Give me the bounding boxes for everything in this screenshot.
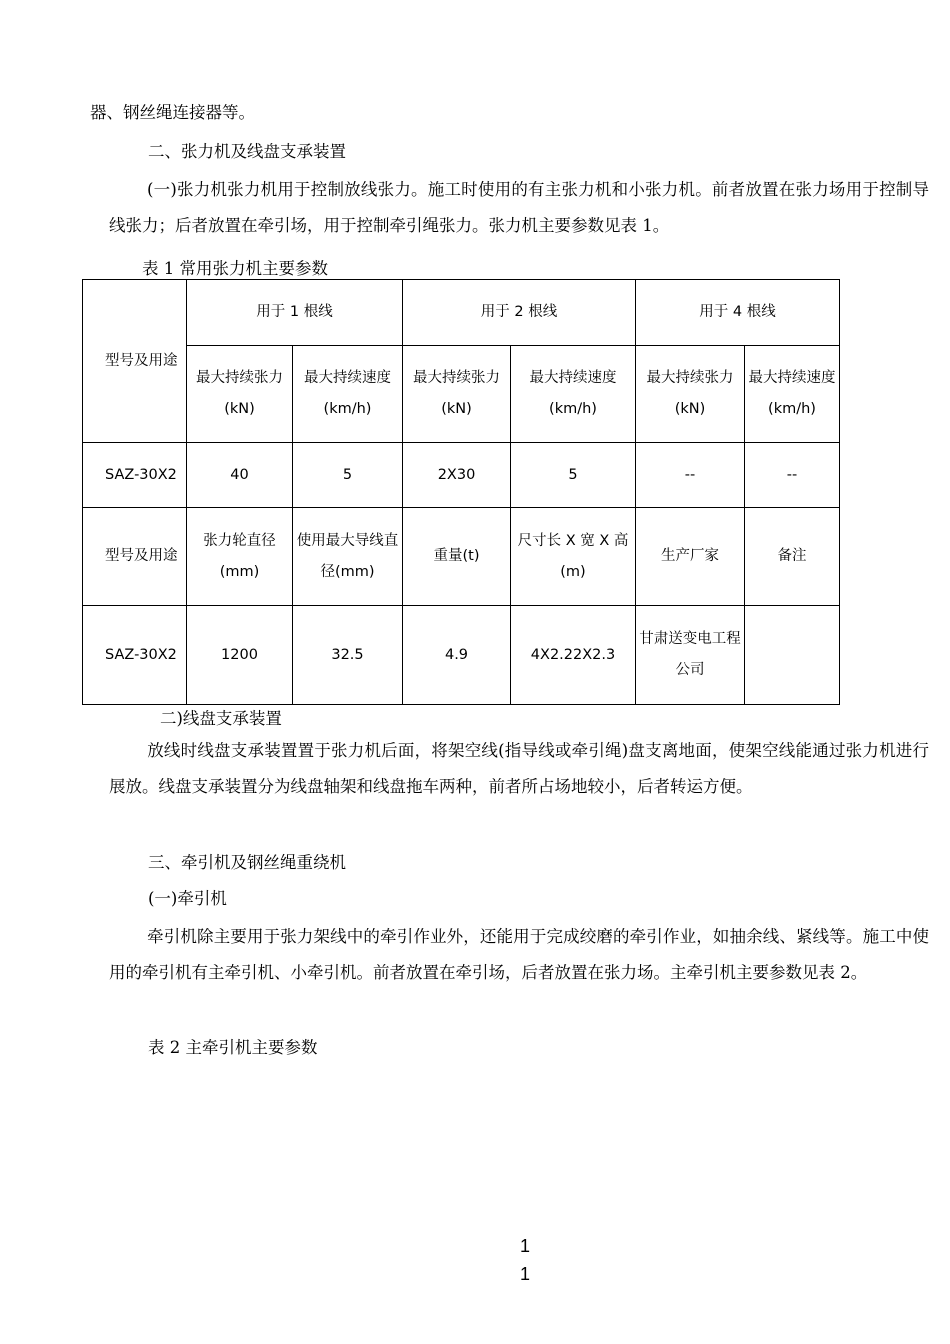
table-header-group: 用于 2 根线 xyxy=(403,280,636,346)
table-cell xyxy=(745,606,840,705)
table-cell: 40 xyxy=(187,443,293,508)
table-header-cell: 尺寸长 X 宽 X 高(m) xyxy=(511,508,636,606)
table-header-cell: 备注 xyxy=(745,508,840,606)
table-cell: 甘肃送变电工程公司 xyxy=(636,606,745,705)
table-cell: 2X30 xyxy=(403,443,511,508)
table-cell: -- xyxy=(636,443,745,508)
table-header-model: 型号及用途 xyxy=(83,280,187,443)
section-heading: 二、张力机及线盘支承装置 xyxy=(148,142,346,161)
table-header-cell: 型号及用途 xyxy=(83,508,187,606)
subsection-heading: 二)线盘支承装置 xyxy=(160,709,282,728)
page-number: 1 xyxy=(520,1264,531,1284)
table-header-cell: 最大持续速度(km/h) xyxy=(511,346,636,443)
table-header-cell: 重量(t) xyxy=(403,508,511,606)
table-cell: 32.5 xyxy=(293,606,403,705)
table-header-group: 用于 4 根线 xyxy=(636,280,840,346)
paragraph: (一)张力机张力机用于控制放线张力。施工时使用的有主张力机和小张力机。前者放置在张力场用于控制导线张力；后者放置在牵引场，用于控制牵引绳张力。张力机主要参数见表 1。 xyxy=(109,180,929,235)
paragraph: 放线时线盘支承装置置于张力机后面，将架空线(指导线或牵引绳)盘支离地面，使架空线能通过张力机进行展放。线盘支承装置分为线盘轴架和线盘拖车两种，前者所占场地较小，后者转运方便。 xyxy=(109,741,929,796)
table-header-cell: 最大持续张力(kN) xyxy=(636,346,745,443)
table-cell: SAZ-30X2 xyxy=(83,606,187,705)
paragraph: 牵引机除主要用于张力架线中的牵引作业外，还能用于完成绞磨的牵引作业，如抽余线、紧线等。施工中使用的牵引机有主牵引机、小牵引机。前者放置在牵引场，后者放置在张力场。主牵引机主要参数见表 2。 xyxy=(109,927,929,982)
table-cell: SAZ-30X2 xyxy=(83,443,187,508)
table-header-cell: 最大持续速度(km/h) xyxy=(745,346,840,443)
tension-machine-table xyxy=(82,279,840,705)
text-line: 器、钢丝绳连接器等。 xyxy=(90,103,255,122)
table-cell: 5 xyxy=(293,443,403,508)
table-cell: -- xyxy=(745,443,840,508)
table-header-cell: 最大持续速度(km/h) xyxy=(293,346,403,443)
table-cell: 4.9 xyxy=(403,606,511,705)
table-header-cell: 生产厂家 xyxy=(636,508,745,606)
table-header-cell: 使用最大导线直径(mm) xyxy=(293,508,403,606)
section-heading: 三、牵引机及钢丝绳重绕机 xyxy=(148,853,346,872)
table-caption: 表 2 主牵引机主要参数 xyxy=(148,1038,318,1057)
table-header-group: 用于 1 根线 xyxy=(187,280,403,346)
table-header-cell: 张力轮直径(mm) xyxy=(187,508,293,606)
page-number: 1 xyxy=(520,1236,531,1256)
table-cell: 5 xyxy=(511,443,636,508)
subsection-heading: (一)牵引机 xyxy=(148,889,227,908)
table-header-cell: 最大持续张力(kN) xyxy=(403,346,511,443)
table-cell: 4X2.22X2.3 xyxy=(511,606,636,705)
table-cell: 1200 xyxy=(187,606,293,705)
table-caption: 表 1 常用张力机主要参数 xyxy=(142,259,328,278)
table-header-cell: 最大持续张力(kN) xyxy=(187,346,293,443)
